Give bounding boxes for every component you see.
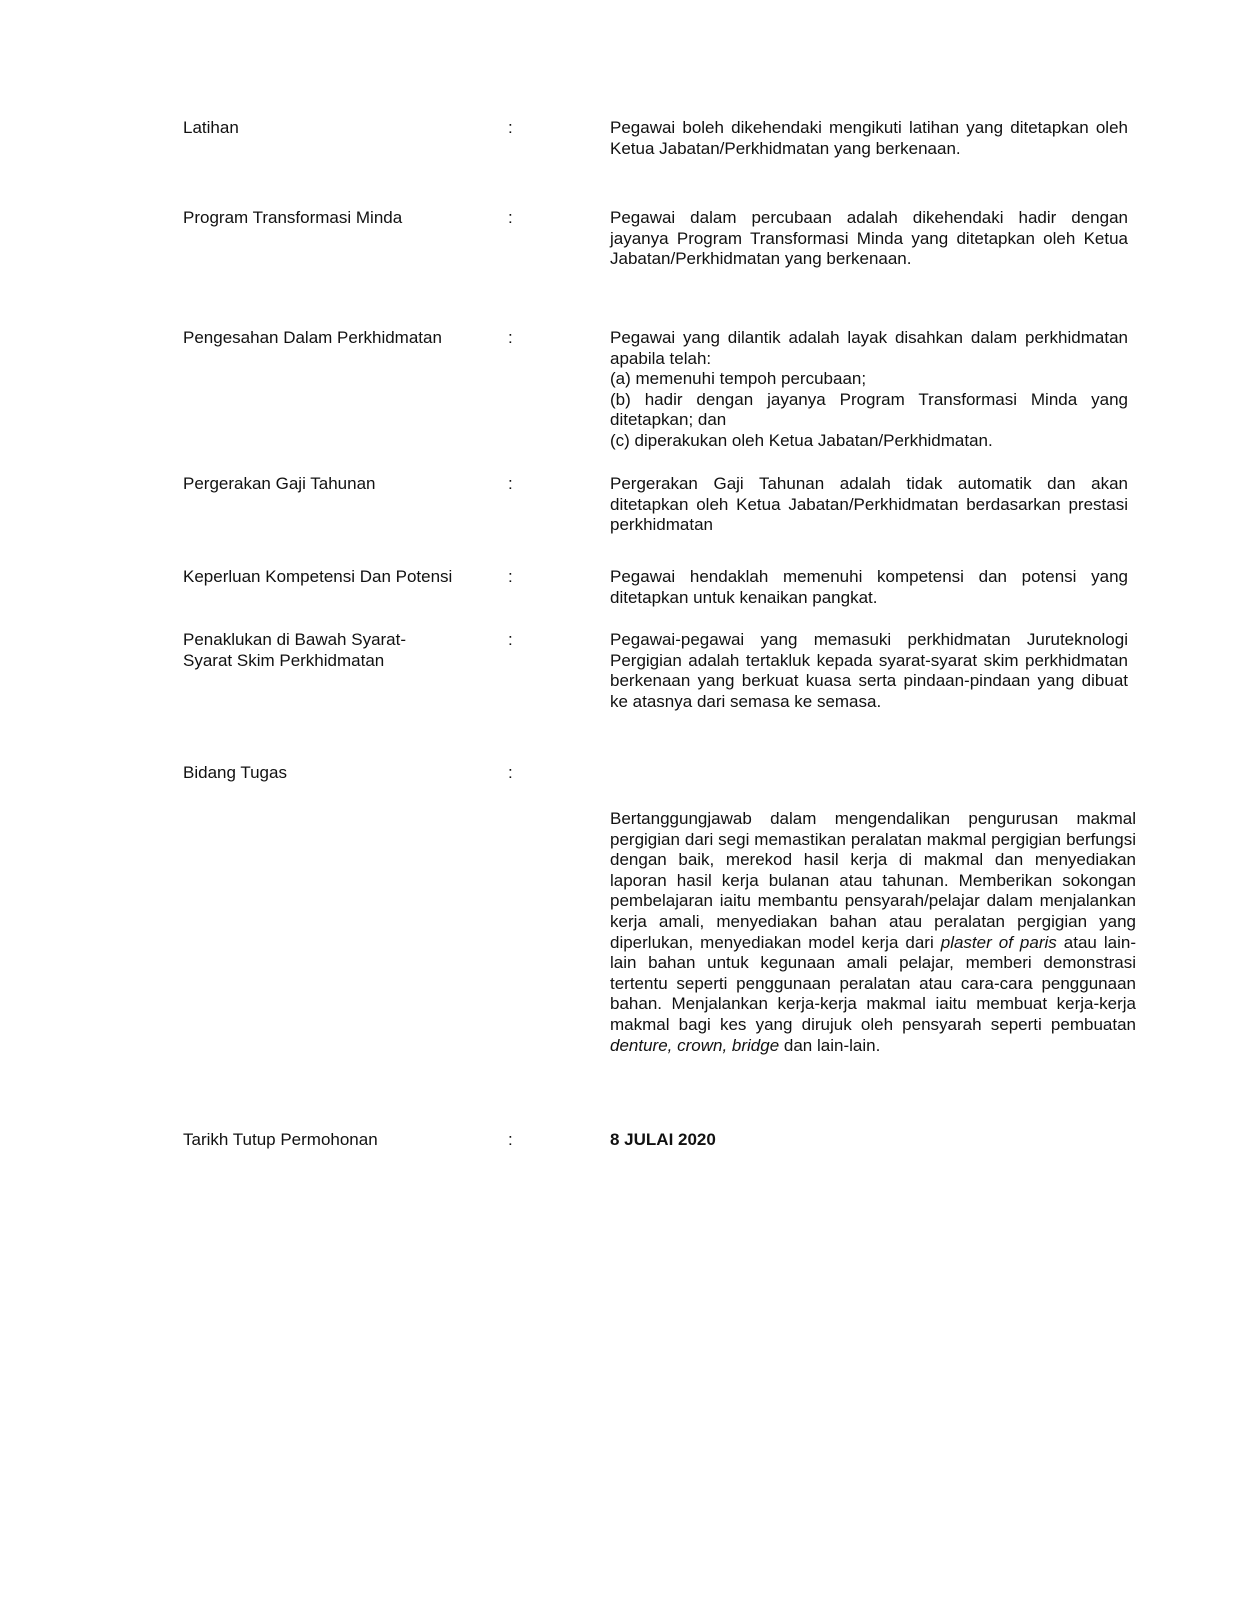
bidang-tugas-text-3: dan lain-lain.: [783, 1035, 881, 1055]
colon-tarikh-tutup: :: [508, 1130, 513, 1149]
label-latihan: Latihan: [183, 118, 239, 137]
value-program-transformasi-minda: Pegawai dalam percubaan adalah dikehendaki hadir dengan jayanya Program Transformasi Minda yang ditetapkan oleh Ketua Jabatan/Perkhidmatan yang berkenaan.: [610, 208, 1128, 269]
label-penaklukan-line2: Syarat Skim Perkhidmatan: [183, 650, 385, 670]
label-tarikh-tutup: Tarikh Tutup Permohonan: [183, 1130, 378, 1149]
colon-keperluan-kompetensi: :: [508, 567, 513, 586]
colon-pengesahan: :: [508, 328, 513, 347]
value-bidang-tugas: [610, 809, 1136, 1056]
bidang-tugas-italic-1: plaster of paris: [940, 932, 1057, 952]
pengesahan-item-a: (a) memenuhi tempoh percubaan;: [610, 369, 867, 389]
value-keperluan-kompetensi: Pegawai hendaklah memenuhi kompetensi dan potensi yang ditetapkan untuk kenaikan pangkat.: [610, 567, 1128, 607]
bidang-tugas-text-1: Bertanggungjawab dalam mengendalikan pengurusan makmal pergigian dari segi memastikan peralatan makmal pergigian berfungsi dengan baik, merekod hasil kerja di makmal dan menyediakan laporan hasil kerja bulanan atau tahunan. Memberikan sokongan pembelajaran iaitu membantu pensyarah/pelajar dalam menjalankan kerja amali, menyediakan bahan atau peralatan pergigian yang diperlukan, menyediakan model kerja dari: [610, 809, 1136, 952]
pengesahan-item-c: (c) diperakukan oleh Ketua Jabatan/Perkhidmatan.: [610, 430, 993, 450]
bidang-tugas-text-2: atau lain-lain bahan untuk kegunaan amali pelajar, memberi demonstrasi tertentu seperti penggunaan peralatan atau cara-cara penggunaan bahan. Menjalankan kerja-kerja makmal iaitu membuat kerja-kerja makmal bagi kes yang dirujuk oleh pensyarah seperti pembuatan: [610, 932, 1136, 1034]
colon-penaklukan: :: [508, 630, 513, 649]
colon-program-transformasi-minda: :: [508, 208, 513, 227]
bidang-tugas-italic-2: denture, crown, bridge: [610, 1035, 780, 1055]
label-bidang-tugas: Bidang Tugas: [183, 763, 287, 782]
value-tarikh-tutup: 8 JULAI 2020: [610, 1130, 716, 1149]
value-pergerakan-gaji: Pergerakan Gaji Tahunan adalah tidak automatik dan akan ditetapkan oleh Ketua Jabatan/Perkhidmatan berdasarkan prestasi perkhidmatan: [610, 474, 1128, 535]
value-pengesahan: [610, 328, 1128, 452]
colon-bidang-tugas: :: [508, 763, 513, 782]
colon-pergerakan-gaji: :: [508, 474, 513, 493]
value-penaklukan: Pegawai-pegawai yang memasuki perkhidmatan Juruteknologi Pergigian adalah tertakluk kepada syarat-syarat skim perkhidmatan berkenaan yang berkuat kuasa serta pindaan-pindaan yang dibuat ke atasnya dari semasa ke semasa.: [610, 630, 1128, 711]
label-penaklukan-line1: Penaklukan di Bawah Syarat-: [183, 630, 407, 649]
value-latihan: Pegawai boleh dikehendaki mengikuti latihan yang ditetapkan oleh Ketua Jabatan/Perkhidmatan yang berkenaan.: [610, 118, 1128, 158]
label-program-transformasi-minda: Program Transformasi Minda: [183, 208, 403, 227]
label-penaklukan: [183, 630, 483, 671]
pengesahan-item-b: (b) hadir dengan jayanya Program Transformasi Minda yang ditetapkan; dan: [610, 389, 1128, 430]
label-pengesahan: Pengesahan Dalam Perkhidmatan: [183, 328, 442, 347]
colon-latihan: :: [508, 118, 513, 137]
label-pergerakan-gaji: Pergerakan Gaji Tahunan: [183, 474, 376, 493]
pengesahan-intro: Pegawai yang dilantik adalah layak disahkan dalam perkhidmatan apabila telah:: [610, 328, 1128, 368]
label-keperluan-kompetensi: Keperluan Kompetensi Dan Potensi: [183, 567, 453, 586]
